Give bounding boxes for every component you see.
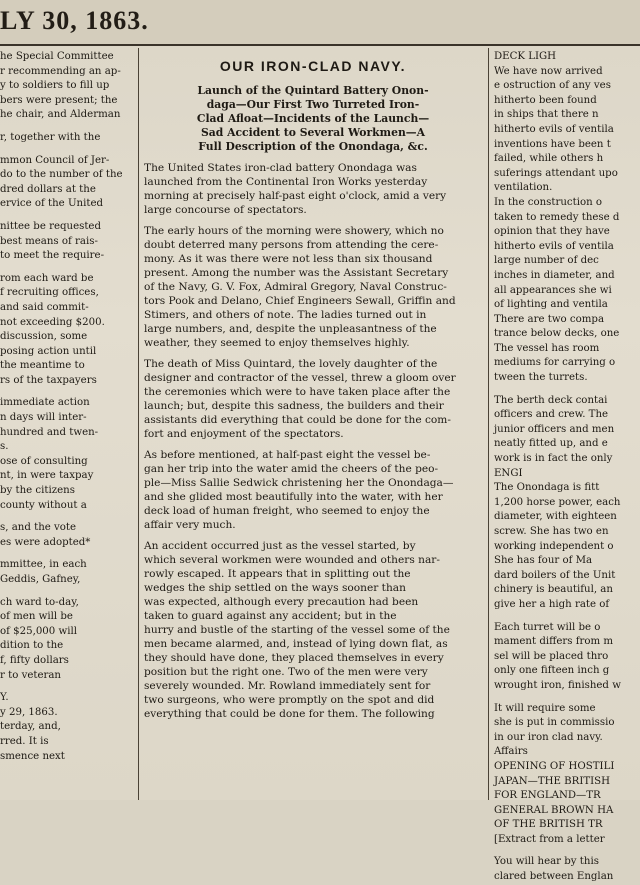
text-line: inches in diameter, and (494, 269, 615, 281)
text-line: The Onondaga is fitt (494, 482, 600, 494)
issue-date: LY 30, 1863. (0, 6, 149, 35)
text-line: hitherto evils of ventila (494, 240, 614, 252)
text-line: position but the right one. Two of the men were very (144, 666, 428, 678)
text-line: An accident occurred just as the vessel started, by (144, 540, 416, 552)
text-line: The vessel has room (494, 342, 600, 354)
text-line: JAPAN—THE BRITISH (494, 775, 611, 787)
text-line: launched from the Continental Iron Works yesterday (144, 176, 428, 188)
text-line: weather, they seemed to enjoy themselves highly. (144, 337, 410, 349)
text-line: mmon Council of Jer- (0, 154, 110, 166)
text-line (0, 146, 132, 154)
text-line: suferings attendant upo (494, 167, 618, 179)
text-line: in our iron clad navy. (494, 731, 603, 743)
text-line: We have now arrived (494, 65, 603, 77)
text-line: gan her trip into the water amid the cheers of the peo- (144, 463, 439, 475)
text-line: give her a high rate of (494, 598, 610, 610)
text-line (0, 513, 132, 521)
text-line: officers and crew. The (494, 409, 609, 421)
text-line: Geddis, Gafney, (0, 574, 81, 585)
spacer (144, 532, 482, 539)
text-line: The early hours of the morning were showery, which no (144, 225, 444, 237)
text-line: the meantime to (0, 360, 85, 372)
text-line: r recommending an ap- (0, 65, 121, 77)
text-line: You will hear by this (494, 856, 599, 868)
text-line: trance below decks, one (494, 328, 620, 340)
masthead (0, 0, 640, 44)
text-line: y 29, 1863. (0, 706, 58, 718)
text-line: to meet the require- (0, 250, 105, 262)
text-line: hundred and twen- (0, 426, 99, 438)
text-line: [Extract from a letter (494, 833, 605, 845)
text-line: taken to remedy these d (494, 211, 620, 223)
text-line: and she glided most beautifully into the water, with her (144, 491, 443, 503)
text-line (0, 264, 132, 272)
text-line: rred. It is (0, 735, 49, 747)
paragraph-4 (144, 448, 482, 532)
text-line: he Special Committee (0, 51, 114, 62)
text-line: he chair, and Alderman (0, 109, 121, 121)
text-line: best means of rais- (0, 235, 98, 247)
text-line: and said commit- (0, 301, 89, 313)
text-line: rowly escaped. It appears that in splitting out the (144, 568, 411, 580)
text-line (494, 847, 640, 855)
text-line: hitherto evils of ventila (494, 123, 614, 135)
text-line: rs of the taxpayers (0, 374, 97, 386)
text-line: As before mentioned, at half-past eight the vessel be- (144, 449, 431, 461)
spacer (144, 350, 482, 357)
text-line: chinery is beautiful, an (494, 584, 613, 596)
text-line: affair very much. (144, 519, 236, 531)
text-line: two surgeons, who were promptly on the spot and did (144, 694, 435, 706)
text-line: of men will be (0, 611, 73, 623)
text-line: n days will inter- (0, 412, 87, 424)
text-line: There are two compa (494, 313, 605, 325)
text-line: clared between Englan (494, 871, 614, 883)
text-line: GENERAL BROWN HA (494, 804, 614, 816)
text-line: the ceremonies which were to have taken place after the (144, 386, 451, 398)
text-line: severely wounded. Mr. Rowland immediately sent for (144, 680, 431, 692)
spacer (144, 217, 482, 224)
text-line: tween the turrets. (494, 372, 588, 384)
text-line (0, 588, 132, 596)
text-line: diameter, with eighteen (494, 511, 617, 523)
text-line: ch ward to-day, (0, 596, 79, 608)
text-line: Each turret will be o (494, 621, 601, 633)
text-line: ervice of the United (0, 198, 103, 210)
text-line: es were adopted* (0, 536, 91, 548)
text-line: r, together with the (0, 131, 101, 143)
text-line: mony. As it was there were not less than six thousand (144, 253, 433, 265)
text-line: y to soldiers to fill up (0, 80, 110, 92)
text-line: OPENING OF HOSTILI (494, 760, 615, 772)
text-line: of the Navy, G. V. Fox, Admiral Gregory, Naval Construc- (144, 281, 447, 293)
text-line: hitherto been found (494, 94, 597, 106)
text-line: The death of Miss Quintard, the lovely daughter of the (144, 358, 438, 370)
text-line: nittee be requested (0, 220, 101, 232)
text-line (0, 212, 132, 220)
text-line: they should have done, they placed themselves in every (144, 652, 444, 664)
text-line: failed, while others h (494, 153, 604, 165)
text-line: inventions have been t (494, 138, 611, 150)
text-line: FOR ENGLAND—TR (494, 790, 601, 802)
text-line: wrought iron, finished w (494, 679, 621, 691)
text-line (494, 613, 640, 621)
text-line: hurry and bustle of the starting of the vessel some of the (144, 624, 450, 636)
text-line: smence next (0, 750, 65, 762)
text-line: launch; but, despite this sadness, the builders and their (144, 400, 444, 412)
text-line: s. (0, 441, 9, 453)
text-line (494, 386, 640, 394)
column-divider-left (138, 48, 139, 800)
text-line: neatly fitted up, and e (494, 438, 608, 450)
text-line: not exceeding $200. (0, 316, 105, 328)
text-line: doubt deterred many persons from attending the cere- (144, 239, 439, 251)
text-line: sel will be placed thro (494, 650, 609, 662)
text-line: work is in fact the only (494, 453, 613, 465)
text-line: ventilation. (494, 182, 553, 194)
text-line: junior officers and men (494, 423, 615, 435)
text-line: terday, and, (0, 721, 61, 733)
text-line: In the construction o (494, 196, 603, 208)
text-line: f, fifty dollars (0, 654, 69, 666)
text-line: ple—Miss Sallie Sedwick christening her the Onondaga— (144, 477, 454, 489)
text-line: ENGI (494, 467, 523, 479)
text-line (0, 550, 132, 558)
text-line: r to veteran (0, 669, 61, 681)
spacer (144, 441, 482, 448)
paragraph-1 (144, 161, 482, 217)
text-line: Stimers, and others of note. The ladies turned out in (144, 309, 427, 321)
text-line: mament differs from m (494, 636, 614, 648)
text-line: she is put in commissio (494, 717, 615, 729)
text-line: posing action until (0, 345, 97, 357)
text-line: which several workmen were wounded and others nar- (144, 554, 440, 566)
text-line: bers were present; the (0, 94, 118, 106)
article-title: OUR IRON-CLAD NAVY. (219, 58, 407, 74)
text-line: f recruiting offices, (0, 287, 99, 299)
text-line: dred dollars at the (0, 183, 96, 195)
text-line: DECK LIGH (494, 51, 557, 62)
text-line: of $25,000 will (0, 625, 78, 637)
text-line: 1,200 horse power, each (494, 496, 621, 508)
text-line: dard boilers of the Unit (494, 569, 616, 581)
subhead-line: Clad Afloat—Incidents of the Launch— (196, 112, 430, 125)
text-line: assistants did everything that could be done for the com- (144, 414, 451, 426)
text-line: She has four of Ma (494, 555, 593, 567)
text-line: morning at precisely half-past eight o'clock, amid a very (144, 190, 447, 202)
header-rule (0, 44, 640, 46)
text-line: taken to guard against any accident; but in the (144, 610, 397, 622)
text-line: men became alarmed, and, instead of lying down flat, as (144, 638, 448, 650)
subhead-line: Sad Accident to Several Workmen—A (201, 126, 425, 139)
text-line: mediums for carrying o (494, 357, 616, 369)
text-line: nt, in were taxpay (0, 470, 94, 482)
text-line: ose of consulting (0, 455, 88, 467)
text-line: s, and the vote (0, 522, 77, 534)
text-line: immediate action (0, 397, 90, 409)
left-column (0, 50, 132, 800)
text-line: large number of dec (494, 255, 599, 267)
text-line: It will require some (494, 702, 596, 714)
text-line: all appearances she wi (494, 284, 612, 296)
text-line: OF THE BRITISH TR (494, 819, 603, 831)
text-line: Affairs (494, 746, 528, 758)
article-subheads (144, 84, 482, 154)
text-line: opinion that they have (494, 226, 610, 238)
text-line: only one fifteen inch g (494, 665, 610, 677)
text-line: of lighting and ventila (494, 299, 608, 311)
text-line: designer and contractor of the vessel, threw a gloom over (144, 372, 456, 384)
column-divider-right (488, 48, 489, 800)
text-line: screw. She has two en (494, 526, 609, 537)
text-line: deck load of human freight, who seemed to enjoy the (144, 505, 430, 517)
text-line: do to the number of the (0, 169, 123, 181)
text-line: everything that could be done for them. The following (144, 708, 435, 720)
paragraph-2 (144, 224, 482, 350)
subhead-line: daga—Our First Two Turreted Iron- (206, 98, 420, 111)
text-line (0, 123, 132, 131)
text-line: Y. (0, 692, 9, 704)
text-line: The United States iron-clad battery Onondaga was (144, 162, 417, 174)
text-line: wedges the ship settled on the ways sooner than (144, 582, 406, 594)
text-line: tors Pook and Delano, Chief Engineers Sewall, Griffin and (144, 295, 456, 307)
text-line: by the citizens (0, 485, 75, 497)
text-line: large numbers, and, despite the unpleasantness of the (144, 323, 437, 335)
text-line (494, 694, 640, 702)
text-line: large concourse of spectators. (144, 204, 307, 216)
text-line: in ships that there n (494, 109, 599, 121)
text-line: The berth deck contai (494, 394, 608, 406)
text-line: discussion, some (0, 331, 88, 343)
text-line: mmittee, in each (0, 559, 87, 571)
text-line: county without a (0, 499, 87, 511)
text-line: working independent o (494, 540, 614, 552)
text-line: present. Among the number was the Assistant Secretary (144, 267, 449, 279)
text-line (0, 388, 132, 396)
subhead-line: Full Description of the Onondaga, &c. (198, 140, 428, 153)
text-line (0, 683, 132, 691)
spacer (144, 154, 482, 161)
text-line: fort and enjoyment of the spectators. (144, 428, 344, 440)
text-line: was expected, although every precaution had been (144, 596, 419, 608)
paragraph-3 (144, 357, 482, 441)
text-line: rom each ward be (0, 272, 94, 284)
right-column (494, 50, 640, 883)
paragraph-5 (144, 539, 482, 721)
text-line: e ostruction of any ves (494, 80, 611, 92)
main-article (144, 50, 482, 800)
subhead-line: Launch of the Quintard Battery Onon- (197, 84, 429, 97)
text-line: dition to the (0, 640, 64, 652)
